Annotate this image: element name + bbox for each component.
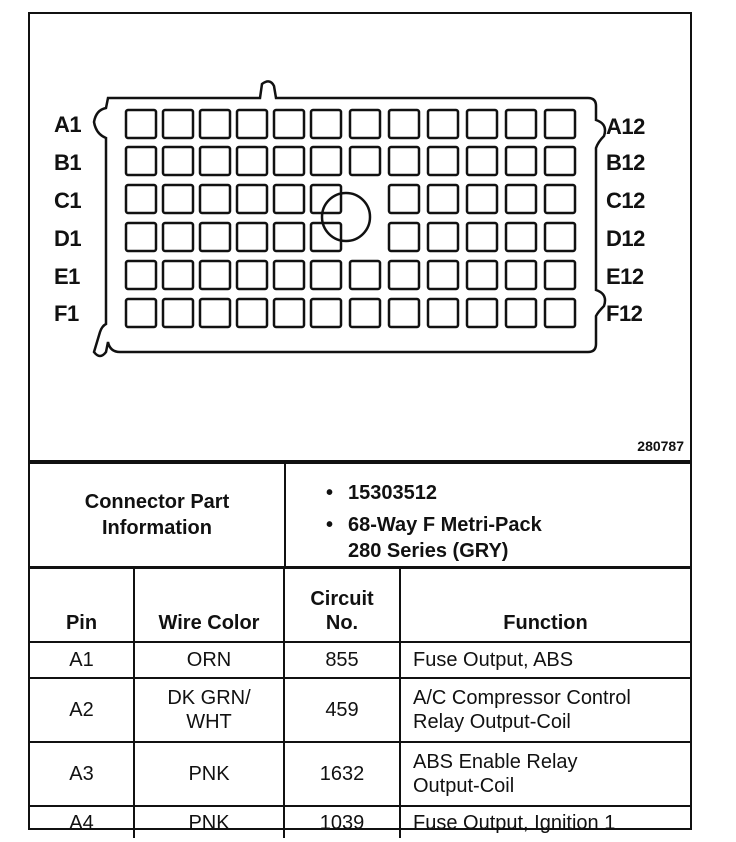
row-label-right: A12 <box>606 114 645 139</box>
row-label-left: F1 <box>54 301 79 326</box>
table-row <box>30 642 690 678</box>
part-number: 15303512 <box>348 482 437 504</box>
connector-cavity <box>350 299 380 327</box>
info-label-line2: Information <box>102 517 212 539</box>
connector-cavity <box>350 110 380 138</box>
connector-cavity <box>350 261 380 289</box>
connector-cavity <box>200 261 230 289</box>
connector-cavity <box>428 299 458 327</box>
connector-diagram <box>30 14 690 460</box>
connector-cavity <box>126 185 156 213</box>
connector-cavity <box>350 147 380 175</box>
connector-cavity <box>311 147 341 175</box>
connector-cavity <box>545 223 575 251</box>
connector-cavity <box>506 223 536 251</box>
row-label-left: C1 <box>54 188 82 213</box>
header-wire-color: Wire Color <box>134 568 284 643</box>
row-label-right: C12 <box>606 188 645 213</box>
connector-cavity <box>389 299 419 327</box>
row-label-right: F12 <box>606 301 643 326</box>
connector-cavity <box>428 185 458 213</box>
cell-circuit: 1632 <box>284 742 400 806</box>
cell-pin: A2 <box>30 678 134 742</box>
row-label-left: D1 <box>54 226 82 251</box>
header-circuit-no: Circuit No. <box>284 568 400 643</box>
connector-sheet <box>28 12 692 834</box>
cavity-grid <box>126 110 575 327</box>
connector-cavity <box>389 261 419 289</box>
connector-cavity <box>311 185 341 213</box>
cell-pin: A1 <box>30 642 134 678</box>
connector-cavity <box>506 185 536 213</box>
connector-cavity <box>237 261 267 289</box>
connector-cavity <box>163 185 193 213</box>
connector-cavity <box>467 110 497 138</box>
cell-wire-color: DK GRN/ WHT <box>134 678 284 742</box>
connector-cavity <box>126 110 156 138</box>
connector-cavity <box>237 299 267 327</box>
connector-cavity <box>389 223 419 251</box>
cell-circuit: 459 <box>284 678 400 742</box>
connector-cavity <box>200 299 230 327</box>
table-row <box>30 678 690 742</box>
connector-cavity <box>545 261 575 289</box>
connector-cavity <box>506 261 536 289</box>
table-row <box>30 806 690 838</box>
connector-cavity <box>311 299 341 327</box>
connector-cavity <box>389 110 419 138</box>
connector-cavity <box>274 110 304 138</box>
connector-cavity <box>389 147 419 175</box>
connector-cavity <box>274 185 304 213</box>
cell-function: Fuse Output, ABS <box>400 642 690 678</box>
connector-cavity <box>200 223 230 251</box>
connector-cavity <box>163 223 193 251</box>
connector-cavity <box>428 223 458 251</box>
connector-cavity <box>506 147 536 175</box>
connector-cavity <box>311 261 341 289</box>
connector-cavity <box>506 110 536 138</box>
connector-cavity <box>428 261 458 289</box>
connector-cavity <box>200 147 230 175</box>
connector-cavity <box>126 261 156 289</box>
description-line1: 68-Way F Metri-Pack <box>348 514 542 536</box>
cell-wire-color: PNK <box>134 742 284 806</box>
row-label-left: A1 <box>54 112 82 137</box>
connector-cavity <box>237 110 267 138</box>
connector-cavity <box>163 299 193 327</box>
cell-pin: A4 <box>30 806 134 838</box>
connector-cavity <box>274 147 304 175</box>
connector-part-information <box>30 464 690 566</box>
connector-cavity <box>311 110 341 138</box>
connector-cavity <box>200 110 230 138</box>
info-bullet-list <box>326 480 542 570</box>
connector-cavity <box>467 223 497 251</box>
bullet-description <box>326 512 542 564</box>
connector-cavity <box>237 223 267 251</box>
header-function: Function <box>400 568 690 643</box>
connector-cavity <box>200 185 230 213</box>
connector-cavity <box>163 261 193 289</box>
connector-cavity <box>467 147 497 175</box>
connector-cavity <box>237 147 267 175</box>
connector-cavity <box>506 299 536 327</box>
row-label-left: E1 <box>54 264 80 289</box>
connector-cavity <box>311 223 341 251</box>
figure-id: 280787 <box>637 438 684 454</box>
connector-cavity <box>467 299 497 327</box>
connector-face-drawing <box>30 14 690 460</box>
connector-cavity <box>545 185 575 213</box>
table-header-row <box>30 568 690 643</box>
cell-function: Fuse Output, Ignition 1 <box>400 806 690 838</box>
cell-wire-color: ORN <box>134 642 284 678</box>
connector-cavity <box>428 147 458 175</box>
center-key-circle <box>322 193 370 241</box>
row-label-right: E12 <box>606 264 644 289</box>
info-column-divider <box>284 464 286 566</box>
cell-circuit: 1039 <box>284 806 400 838</box>
row-label-left: B1 <box>54 150 82 175</box>
connector-cavity <box>545 147 575 175</box>
connector-cavity <box>467 261 497 289</box>
cell-function: ABS Enable Relay Output-Coil <box>400 742 690 806</box>
connector-cavity <box>274 261 304 289</box>
connector-cavity <box>274 223 304 251</box>
connector-cavity <box>163 147 193 175</box>
row-label-right: D12 <box>606 226 645 251</box>
connector-cavity <box>545 299 575 327</box>
row-label-right: B12 <box>606 150 645 175</box>
connector-cavity <box>389 185 419 213</box>
info-label-line1: Connector Part <box>84 491 230 513</box>
bullet-dot-icon: • <box>326 482 334 504</box>
bullet-dot-icon: • <box>326 514 334 536</box>
cell-circuit: 855 <box>284 642 400 678</box>
pin-table <box>30 566 690 838</box>
info-label <box>30 464 284 566</box>
connector-cavity <box>126 223 156 251</box>
connector-cavity <box>545 110 575 138</box>
cell-function: A/C Compressor Control Relay Output-Coil <box>400 678 690 742</box>
header-pin: Pin <box>30 568 134 643</box>
description-line2: 280 Series (GRY) <box>348 540 509 562</box>
connector-cavity <box>126 147 156 175</box>
cell-wire-color: PNK <box>134 806 284 838</box>
connector-cavity <box>467 185 497 213</box>
bullet-part-number <box>326 480 542 506</box>
connector-cavity <box>237 185 267 213</box>
connector-cavity <box>274 299 304 327</box>
connector-cavity <box>163 110 193 138</box>
connector-cavity <box>126 299 156 327</box>
connector-cavity <box>428 110 458 138</box>
table-row <box>30 742 690 806</box>
cell-pin: A3 <box>30 742 134 806</box>
